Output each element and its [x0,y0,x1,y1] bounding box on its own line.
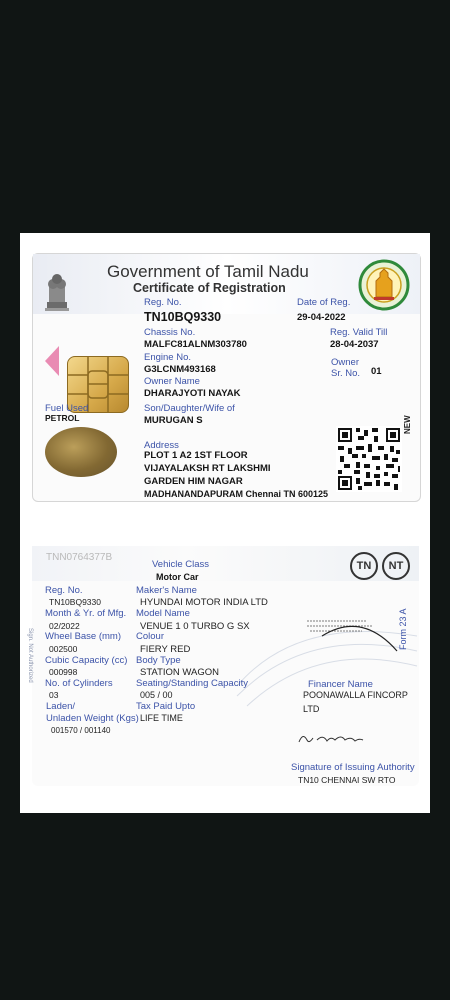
government-title: Government of Tamil Nadu [107,262,309,281]
body-type-label: Body Type [136,655,181,666]
address-line-2: VIJAYALAKSH RT LAKSHMI [144,463,271,474]
reg-valid-label: Reg. Valid Till [330,327,388,338]
rc-back-card [27,546,419,786]
date-of-reg-label: Date of Reg. [297,297,351,308]
stamp-lines-icon [302,616,402,656]
vertical-note: Sign. Not Authorized [27,628,33,683]
nt-logo-icon: NT [382,552,410,580]
fuel-value: PETROL [45,413,80,423]
reg-no-value: TN10BQ9330 [144,310,222,324]
colour-label: Colour [136,631,164,642]
relation-value: MURUGAN S [144,415,203,426]
financer-value-2: LTD [303,704,320,714]
rc-document [20,233,430,813]
tax-value: LIFE TIME [140,713,183,723]
cubic-capacity-label: Cubic Capacity (cc) [45,655,128,666]
relation-label: Son/Daughter/Wife of [144,403,235,414]
fuel-label: Fuel Used [45,403,89,414]
address-line-1: PLOT 1 A2 1ST FLOOR [144,450,248,461]
weight-value: 001570 / 001140 [51,726,111,735]
financer-value-1: POONAWALLA FINCORP [303,690,408,700]
tax-label: Tax Paid Upto [136,701,196,712]
vehicle-class-value: Motor Car [156,572,199,582]
back-reg-no-value: TN10BQ9330 [49,597,101,607]
cylinders-label: No. of Cylinders [45,678,113,689]
hologram-triangle-icon [45,346,59,376]
wheelbase-value: 002500 [49,644,78,654]
financer-label: Financer Name [308,679,373,690]
model-label: Model Name [136,608,190,619]
body-type-value: STATION WAGON [140,667,219,678]
chassis-label: Chassis No. [144,327,196,338]
wheelbase-label: Wheel Base (mm) [45,631,122,642]
address-label: Address [144,440,179,451]
reg-valid-value: 28-04-2037 [330,339,379,350]
weight-label-2: Unladen Weight (Kgs) [46,713,139,724]
mfg-value: 02/2022 [49,621,80,631]
maker-label: Maker's Name [136,585,197,596]
qr-code-icon [336,426,402,492]
model-value: VENUE 1 0 TURBO G SX [140,621,250,632]
address-line-3: GARDEN HIM NAGAR [144,476,243,487]
mfg-label: Month & Yr. of Mfg. [45,608,127,619]
engine-value: G3LCNM493168 [144,364,216,375]
seating-label: Seating/Standing Capacity [136,678,248,689]
authority-signature-icon [297,730,367,748]
state-emblem-icon [43,266,71,312]
chassis-value: MALFC81ALNM303780 [144,339,247,350]
seating-value: 005 / 00 [140,690,173,700]
owner-sr-label: Owner Sr. No. [331,357,361,379]
cylinders-value: 03 [49,690,59,700]
rc-front-card [32,253,421,502]
tamil-nadu-seal-icon [358,259,410,311]
maker-value: HYUNDAI MOTOR INDIA LTD [140,597,268,608]
owner-name-value: DHARAJYOTI NAYAK [144,388,241,399]
back-reg-no-label: Reg. No. [45,585,83,596]
reg-no-label: Reg. No. [144,297,182,308]
issuing-authority: TN10 CHENNAI SW RTO [298,775,396,785]
form-label: Form 23 A [398,608,408,650]
vehicle-class-label: Vehicle Class [152,559,210,570]
colour-value: FIERY RED [140,644,191,655]
certificate-title: Certificate of Registration [133,281,286,295]
tn-logo-icon: TN [350,552,378,580]
weight-label-1: Laden/ [46,701,76,712]
owner-sr-value: 01 [371,366,382,377]
owner-name-label: Owner Name [144,376,200,387]
card-serial: TNN0764377B [46,552,113,563]
signature-label: Signature of Issuing Authority [291,762,415,773]
address-line-4: MADHANANDAPURAM Chennai TN 600125 [144,489,329,499]
hologram-seal [45,427,117,477]
engine-label: Engine No. [144,352,192,363]
date-of-reg-value: 29-04-2022 [297,312,346,323]
new-badge: NEW [403,415,412,434]
cubic-capacity-value: 000998 [49,667,78,677]
